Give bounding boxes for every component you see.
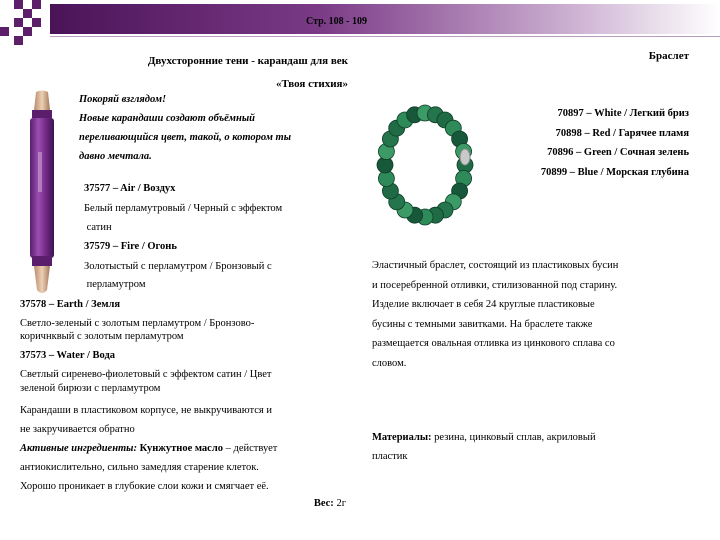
shade-description: Белый перламутровый / Черный с эффектом	[84, 203, 283, 214]
bracelet-color-item: 70899 – Blue / Морская глубина	[540, 166, 689, 178]
active-ingredients-value: Кунжутное масло	[139, 443, 223, 454]
shade-description: зеленой бирюзи с перламутром	[20, 383, 161, 394]
shade-code: 37577 – Air / Воздух	[84, 183, 176, 194]
shade-description: Светло-зеленый с золотым перламутром / Бронзово-	[20, 318, 255, 329]
shade-code: 37579 – Fire / Огонь	[84, 241, 177, 252]
bracelet-heading: Браслет	[648, 50, 689, 62]
charm	[460, 149, 470, 165]
shade-description: сатин	[84, 222, 112, 233]
shade-code: 37573 – Water / Вода	[20, 350, 116, 361]
pencil-image	[18, 90, 66, 296]
bracelet-image	[372, 98, 478, 232]
eyeshadow-intro	[79, 90, 359, 166]
eyeshadow-heading-line2: «Твоя стихия»	[275, 78, 348, 90]
weight-value: 2г	[333, 498, 346, 509]
materials-line	[372, 428, 692, 447]
materials-line: пластик	[372, 451, 408, 462]
shade-description: Золотыстый с перламутром / Бронзовый с	[84, 261, 272, 272]
case-info: не закручивается обратно	[20, 424, 135, 435]
header-bar	[50, 4, 720, 34]
active-ingredients-label: Активные ингредиенты:	[20, 443, 137, 454]
intro-line: давно мечтала.	[79, 151, 152, 162]
description-line: Изделие включает в себя 24 круглые пластиковые	[372, 299, 595, 310]
intro-line: Покоряй взглядом!	[79, 94, 167, 105]
bracelet-color-item: 70898 – Red / Гарячее пламя	[555, 127, 689, 139]
shade-description: перламутром	[84, 279, 146, 290]
case-info: Карандаши в пластиковом корпусе, не выкручиваются и	[20, 405, 272, 416]
materials-label: Материалы:	[372, 432, 432, 443]
intro-line: Новые карандаши создают объёмный	[79, 113, 255, 124]
bracelet-description	[372, 256, 692, 373]
shade-description: Светлый сиренево-фиолетовый с эффектом сатин / Цвет	[20, 369, 272, 380]
description-line: бусины с темными завитками. На браслете также	[372, 318, 593, 330]
bracelet-color-item: 70897 – White / Легкий бриз	[557, 108, 689, 119]
eyeshadow-heading-line1: Двухсторонние тени - карандаш для век	[147, 55, 348, 67]
intro-line: переливающийся цвет, такой, о котором ты	[79, 132, 292, 143]
description-line: и посеребренной отливки, стилизованной под старину.	[372, 279, 618, 291]
page-title: Стр. 108 - 109	[306, 16, 368, 27]
active-ingredients	[20, 440, 277, 459]
materials-value: резина, цинковый сплав, акриловый	[431, 432, 596, 443]
active-ingredients-line: антиокислительно, сильно замедляя старение клеток.	[20, 462, 259, 473]
description-line: словом.	[372, 357, 407, 369]
active-ingredients-line: Хорошо проникает в глубокие слои кожи и смягчает её.	[20, 481, 269, 492]
weight-label: Вес:	[313, 498, 334, 509]
bracelet-color-item: 70896 – Green / Сочная зелень	[547, 147, 689, 158]
description-line: Эластичный браслет, состоящий из пластиковых бусин	[372, 260, 619, 271]
bracelet-materials	[372, 428, 692, 466]
weight	[314, 498, 346, 509]
shade-description: коричнквый с золотым перламутром	[20, 331, 184, 342]
header-divider	[50, 36, 720, 37]
active-ingredients-rest: – действует	[222, 443, 278, 454]
shade-code: 37578 – Earth / Земля	[20, 299, 121, 310]
bracelet-colors	[541, 104, 689, 182]
description-line: размещается овальная отливка из цинкового сплава со	[372, 338, 615, 349]
